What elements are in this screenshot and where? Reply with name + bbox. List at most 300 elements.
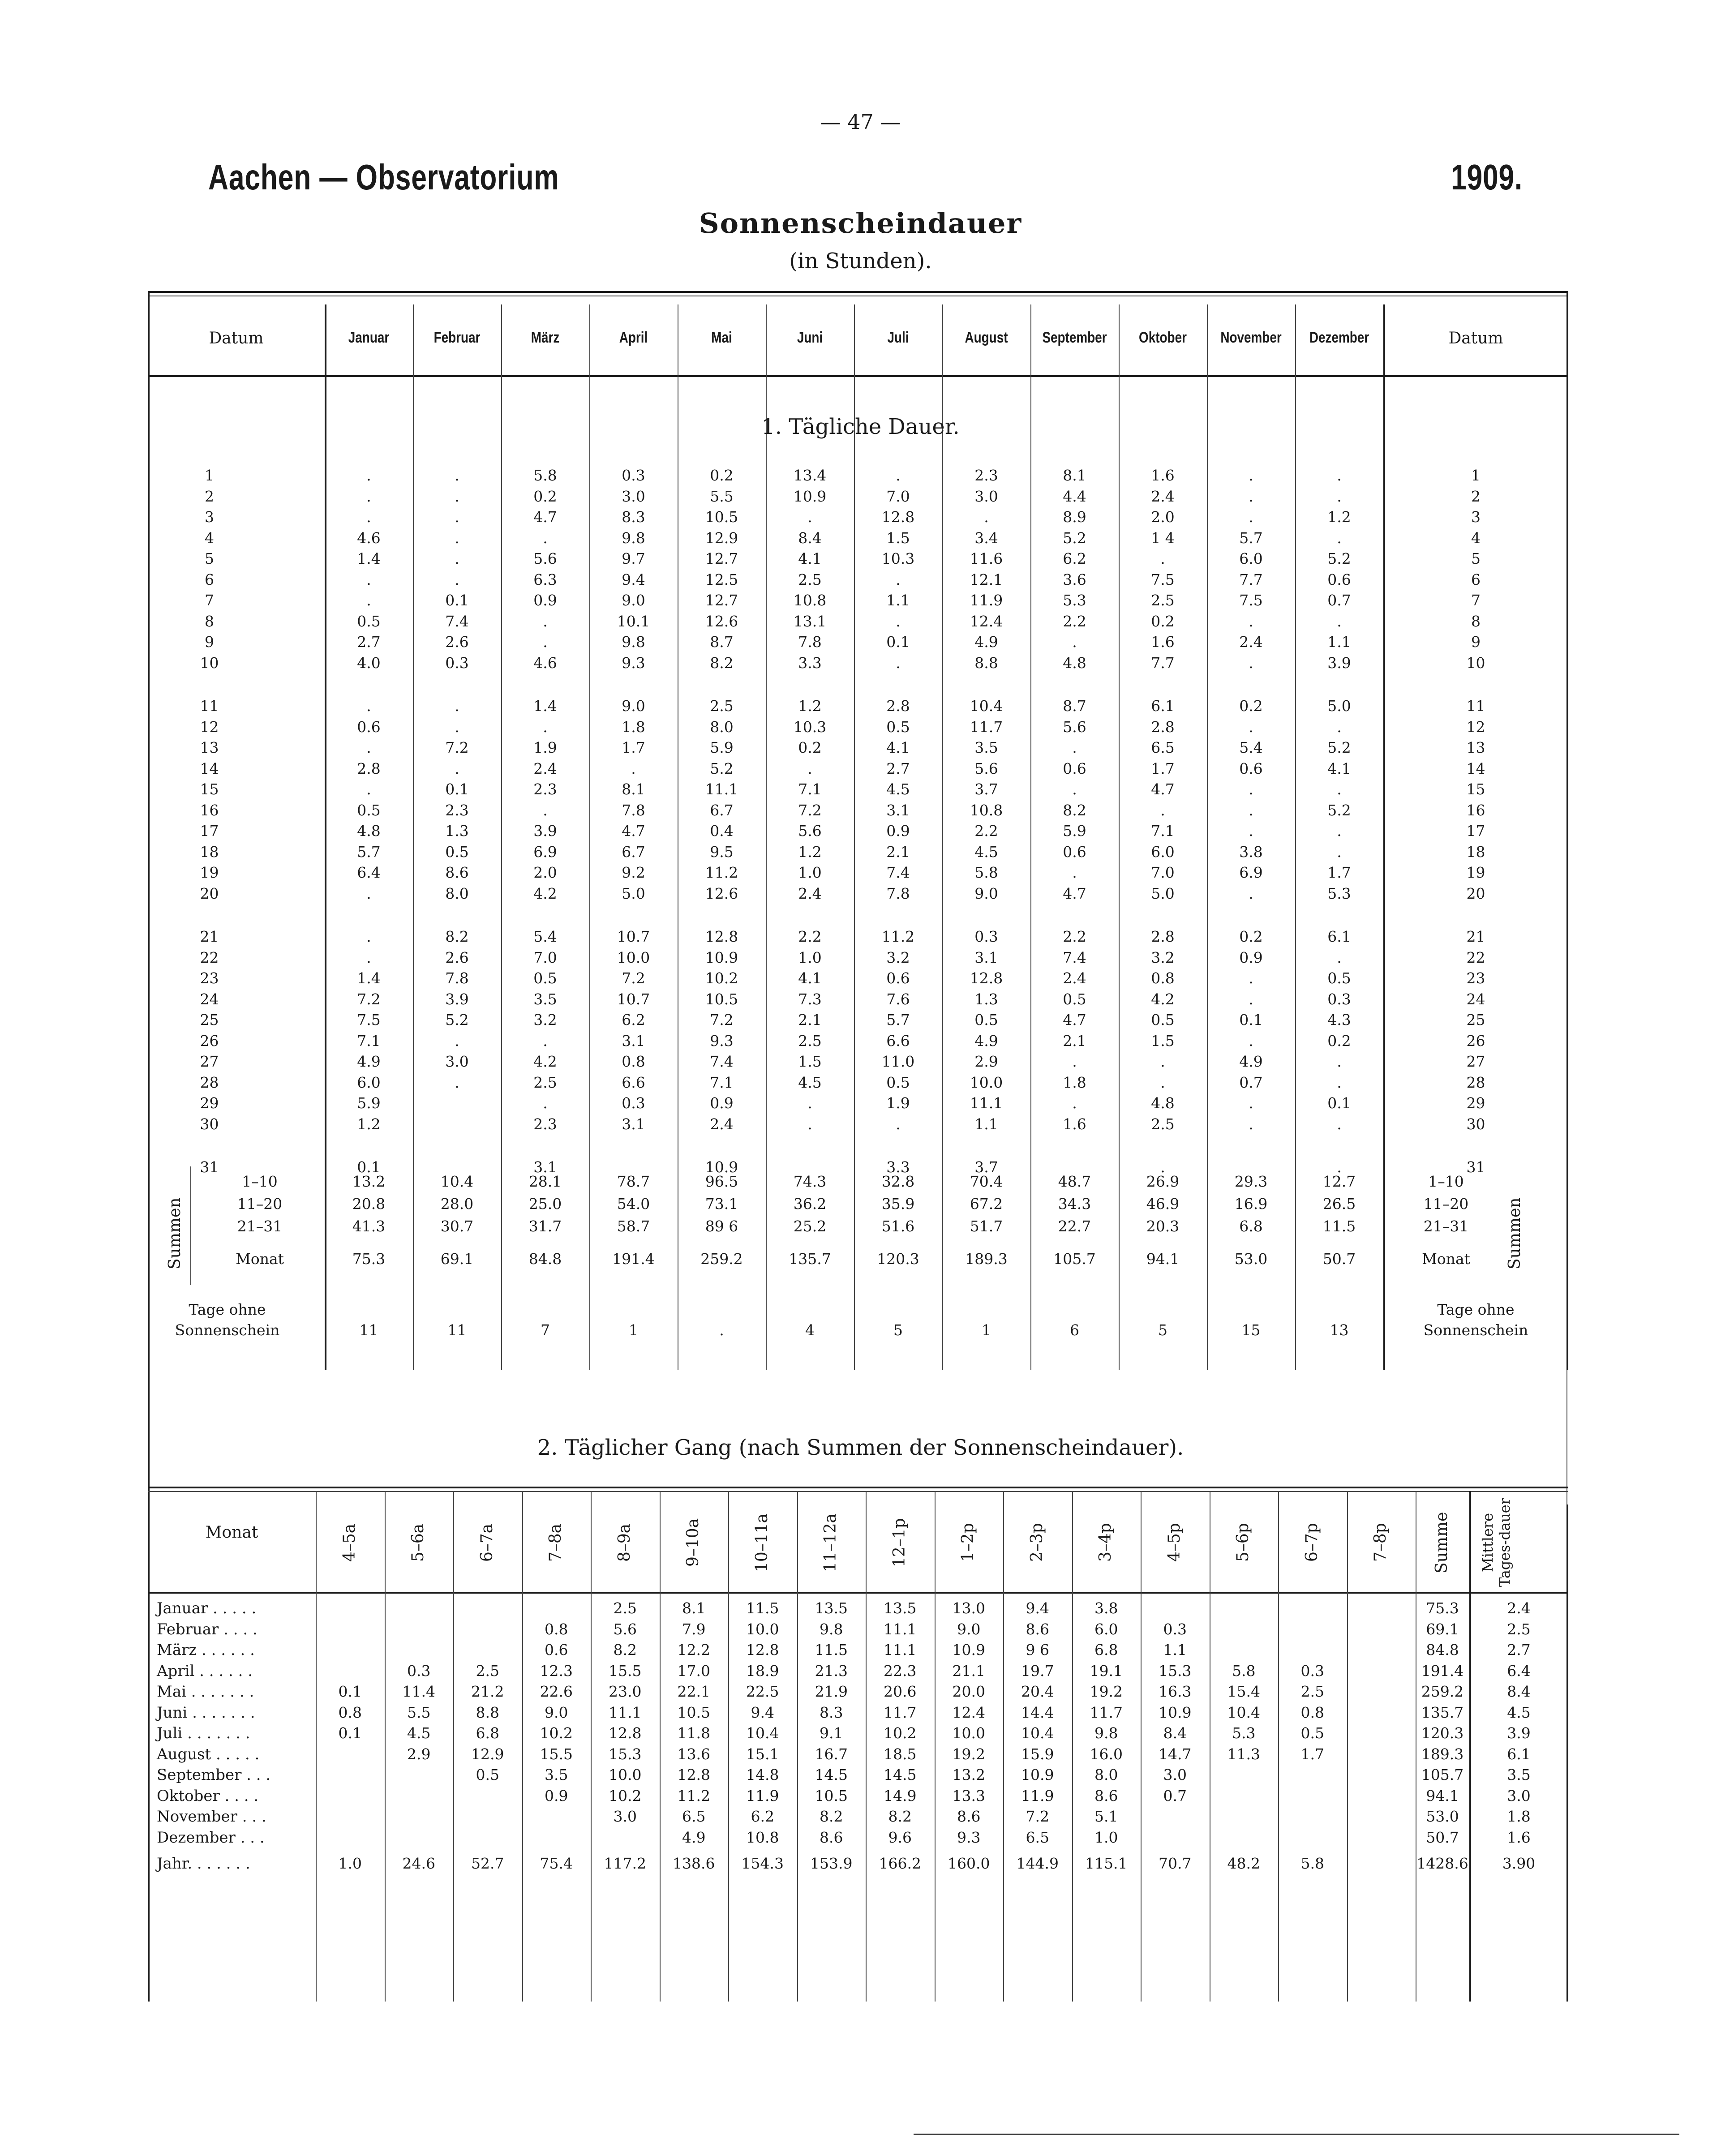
daily-value: . (1337, 612, 1342, 630)
hourly-value: 0.5 (476, 1766, 499, 1783)
daily-value: 9.8 (622, 529, 645, 547)
daily-value: 1.9 (886, 1094, 910, 1112)
hourly-value: 3.0 (1163, 1766, 1187, 1783)
daily-value: 6.6 (886, 1032, 910, 1050)
daily-value: 8.2 (445, 928, 469, 945)
daily-value: . (366, 508, 371, 526)
daily-value: 10.5 (705, 508, 738, 526)
daily-value: 0.2 (1151, 612, 1175, 630)
daily-value: . (1337, 529, 1342, 547)
hourly-value: 10.9 (1021, 1766, 1054, 1783)
daily-value: 6.0 (1239, 550, 1263, 567)
daily-value: 3.9 (533, 822, 557, 840)
daily-value: 6.7 (622, 843, 645, 861)
daily-value: 2.4 (798, 884, 822, 902)
hourly-value: 1.0 (338, 1855, 362, 1872)
hourly-value: 9.4 (751, 1703, 774, 1721)
daily-value: 0.5 (357, 612, 381, 630)
daily-value: 9.0 (974, 884, 998, 902)
hourly-value: 10.0 (952, 1724, 985, 1742)
sum-value: 48.7 (1058, 1173, 1091, 1190)
daily-value: 11.7 (970, 718, 1003, 736)
daily-value: 10.2 (705, 969, 738, 987)
page-bottom-rule (914, 2134, 1679, 2135)
hourly-value: 6.2 (751, 1808, 774, 1825)
hourly-value: 0.3 (407, 1662, 431, 1680)
day-number-right: 2 (1471, 487, 1481, 505)
daily-value: 5.4 (1239, 739, 1263, 756)
hourly-value: 14.7 (1159, 1745, 1192, 1763)
sum-row-label: 1–10 (242, 1173, 278, 1190)
no-sun-value: 1 (629, 1321, 638, 1339)
hourly-value: 8.1 (682, 1599, 706, 1617)
hourly-value: 13.5 (815, 1599, 848, 1617)
hourly-mean: 3.9 (1507, 1724, 1531, 1742)
no-sun-value: 13 (1330, 1321, 1349, 1339)
day-number: 8 (205, 612, 214, 630)
daily-value: 6.0 (357, 1073, 381, 1091)
month-row-label: Februar . . . . (157, 1620, 258, 1638)
daily-value: . (366, 697, 371, 715)
daily-value: 5.8 (974, 864, 998, 881)
daily-value: 10.9 (793, 487, 827, 505)
hourly-value: 22.3 (884, 1662, 917, 1680)
summen-label: Summen (166, 1197, 184, 1270)
daily-value: 1.8 (622, 718, 645, 736)
hourly-sum: 84.8 (1426, 1641, 1459, 1659)
daily-value: 1.2 (357, 1115, 381, 1133)
daily-value: . (366, 739, 371, 756)
daily-value: 6.6 (622, 1073, 645, 1091)
day-number: 21 (200, 928, 219, 945)
hourly-value: 48.2 (1227, 1855, 1260, 1872)
daily-value: 12.9 (705, 529, 738, 547)
daily-value: 0.1 (445, 780, 469, 798)
daily-value: . (1337, 467, 1342, 484)
daily-value: 5.6 (798, 822, 822, 840)
section-title-daily: 1. Tägliche Dauer. (761, 414, 960, 439)
daily-value: 1.7 (1327, 864, 1351, 881)
day-number: 28 (200, 1073, 219, 1091)
daily-value: 7.1 (357, 1032, 381, 1050)
daily-value: 8.0 (445, 884, 469, 902)
page-title: Sonnenscheindauer (699, 207, 1022, 240)
daily-value: 2.2 (974, 822, 998, 840)
daily-value: 0.1 (1327, 1094, 1351, 1112)
day-number: 12 (200, 718, 219, 736)
no-sun-label: Tage ohne (189, 1301, 266, 1318)
hourly-value: 15.3 (609, 1745, 642, 1763)
daily-value: 0.9 (886, 822, 910, 840)
daily-value: . (1337, 822, 1342, 840)
hourly-value: 0.8 (1300, 1703, 1324, 1721)
day-number: 10 (200, 654, 219, 672)
hourly-value: 5.8 (1300, 1855, 1324, 1872)
daily-value: 12.1 (970, 570, 1003, 588)
sum-row-label-right: 1–10 (1428, 1173, 1464, 1190)
daily-value: 5.2 (445, 1011, 469, 1029)
sum-value: 53.0 (1234, 1250, 1268, 1268)
daily-value: . (1249, 508, 1253, 526)
day-number-right: 14 (1466, 759, 1485, 777)
hourly-value: 6.0 (1094, 1620, 1118, 1638)
hourly-value: 0.3 (1163, 1620, 1187, 1638)
day-number-right: 23 (1466, 969, 1485, 987)
day-number-right: 4 (1471, 529, 1481, 547)
daily-value: 10.4 (970, 697, 1003, 715)
hourly-value: 6.8 (1094, 1641, 1118, 1659)
hourly-value: 10.0 (609, 1766, 642, 1783)
hourly-value: 7.9 (682, 1620, 706, 1638)
station-header: Aachen — Observatorium (208, 157, 559, 197)
day-number-right: 3 (1471, 508, 1481, 526)
daily-value: . (1249, 780, 1253, 798)
hourly-value: 19.2 (952, 1745, 985, 1763)
daily-value: . (1249, 718, 1253, 736)
daily-value: 1.8 (1063, 1073, 1086, 1091)
day-number-right: 15 (1466, 780, 1485, 798)
no-sun-label: Sonnenschein (175, 1321, 280, 1339)
daily-value: 2.7 (357, 633, 381, 651)
hourly-value: 13.3 (952, 1787, 985, 1805)
day-number: 3 (205, 508, 214, 526)
daily-value: 2.4 (1063, 969, 1086, 987)
daily-value: 7.4 (886, 864, 910, 881)
daily-value: . (366, 487, 371, 505)
hourly-value: 5.1 (1094, 1808, 1118, 1825)
hourly-value: 166.2 (879, 1855, 921, 1872)
daily-value: 7.2 (798, 801, 822, 819)
hourly-value: 0.3 (1300, 1662, 1324, 1680)
hourly-value: 4.9 (682, 1828, 706, 1846)
daily-value: 6.7 (710, 801, 734, 819)
month-row-label: April . . . . . . (157, 1662, 253, 1680)
day-number: 20 (200, 884, 219, 902)
daily-value: 10.8 (970, 801, 1003, 819)
daily-value: . (1072, 1094, 1077, 1112)
daily-value: . (1337, 843, 1342, 861)
daily-value: 0.1 (357, 1158, 381, 1176)
daily-value: 7.1 (710, 1073, 734, 1091)
hourly-value: 154.3 (741, 1855, 784, 1872)
page-subtitle: (in Stunden). (789, 249, 932, 274)
sum-value: 70.4 (970, 1173, 1003, 1190)
sum-value: 58.7 (617, 1217, 650, 1235)
day-number-right: 7 (1471, 592, 1481, 609)
no-sun-value: 5 (1158, 1321, 1167, 1339)
daily-value: . (807, 1115, 812, 1133)
daily-value: . (1249, 1115, 1253, 1133)
daily-value: 2.6 (445, 633, 469, 651)
hour-column-header: 8–9a (615, 1523, 634, 1562)
hourly-value: 20.0 (952, 1683, 985, 1700)
hourly-value: 11.1 (609, 1703, 642, 1721)
daily-value: 3.9 (1327, 654, 1351, 672)
day-number: 29 (200, 1094, 219, 1112)
hourly-value: 17.0 (677, 1662, 710, 1680)
sum-value: 29.3 (1234, 1173, 1268, 1190)
hourly-value: 13.5 (884, 1599, 917, 1617)
hour-column-header: 2–3p (1027, 1523, 1046, 1562)
daily-value: 13.1 (793, 612, 827, 630)
hourly-value: 12.8 (609, 1724, 642, 1742)
daily-value: 1.5 (1151, 1032, 1175, 1050)
hourly-sum: 50.7 (1426, 1828, 1459, 1846)
month-row-label: September . . . (157, 1766, 271, 1784)
hour-column-header: 12–1p (890, 1518, 909, 1567)
sum-value: 26.9 (1146, 1173, 1180, 1190)
daily-value: . (1337, 1073, 1342, 1091)
hourly-value: 7.2 (1026, 1808, 1049, 1825)
hourly-value: 14.4 (1021, 1703, 1054, 1721)
daily-value: 0.3 (622, 467, 645, 484)
hour-column-header: 7–8a (546, 1523, 565, 1562)
rule-horizontal (148, 1487, 1568, 1488)
daily-value: . (455, 759, 459, 777)
day-number-right: 16 (1466, 801, 1485, 819)
hour-column-header: 5–6p (1234, 1523, 1253, 1562)
hour-column-header: 11–12a (821, 1513, 840, 1572)
daily-value: 0.2 (798, 739, 822, 756)
daily-value: 5.6 (1063, 718, 1086, 736)
daily-value: 3.1 (886, 801, 910, 819)
day-number-right: 8 (1471, 612, 1481, 630)
daily-value: . (1160, 1073, 1165, 1091)
daily-value: 8.1 (622, 780, 645, 798)
daily-value: 11.2 (881, 928, 915, 945)
sum-value: 30.7 (440, 1217, 474, 1235)
day-number-right: 26 (1466, 1032, 1485, 1050)
daily-value: 4.9 (1239, 1053, 1263, 1070)
daily-value: 10.9 (705, 948, 738, 966)
day-number: 24 (200, 990, 219, 1008)
daily-value: 3.8 (1239, 843, 1263, 861)
sum-value: 25.0 (528, 1195, 562, 1213)
hourly-value: 144.9 (1016, 1855, 1059, 1872)
daily-value: 5.3 (1327, 884, 1351, 902)
sum-value: 36.2 (793, 1195, 827, 1213)
hourly-value: 10.4 (1021, 1724, 1054, 1742)
daily-value: 1.3 (445, 822, 469, 840)
day-number-right: 10 (1466, 654, 1485, 672)
hourly-value: 1.1 (1163, 1641, 1187, 1659)
daily-value: 2.0 (1151, 508, 1175, 526)
hourly-value: 52.7 (471, 1855, 504, 1872)
daily-value: 5.2 (1327, 550, 1351, 567)
daily-value: . (1072, 864, 1077, 881)
daily-value: 4.8 (1063, 654, 1086, 672)
daily-value: 0.3 (622, 1094, 645, 1112)
hourly-value: 1.7 (1300, 1745, 1324, 1763)
daily-value: 4.1 (798, 969, 822, 987)
sum-row-label: 21–31 (237, 1217, 283, 1235)
day-number-right: 29 (1466, 1094, 1485, 1112)
daily-value: 7.0 (886, 487, 910, 505)
hourly-value: 6.8 (476, 1724, 499, 1742)
sum-value: 89 6 (705, 1217, 738, 1235)
hourly-value: 0.6 (545, 1641, 568, 1659)
daily-value: 2.2 (1063, 612, 1086, 630)
daily-value: 7.0 (1151, 864, 1175, 881)
hourly-sum: 135.7 (1421, 1703, 1464, 1721)
daily-value: . (896, 612, 901, 630)
daily-value: 7.8 (445, 969, 469, 987)
hourly-value: 0.5 (1300, 1724, 1324, 1742)
daily-value: 0.5 (357, 801, 381, 819)
hourly-value: 14.5 (815, 1766, 848, 1783)
daily-value: 0.6 (1063, 843, 1086, 861)
daily-value: . (543, 612, 548, 630)
daily-value: 2.1 (1063, 1032, 1086, 1050)
hourly-value: 5.8 (1232, 1662, 1256, 1680)
daily-value: . (807, 508, 812, 526)
daily-value: 2.3 (974, 467, 998, 484)
daily-value: 0.3 (445, 654, 469, 672)
daily-value: . (896, 467, 901, 484)
year-header: 1909. (1451, 157, 1523, 197)
daily-value: 3.4 (974, 529, 998, 547)
sum-value: 11.5 (1322, 1217, 1356, 1235)
hourly-value: 11.4 (402, 1683, 435, 1700)
hourly-mean: 8.4 (1507, 1683, 1531, 1700)
hourly-value: 11.8 (677, 1724, 710, 1742)
hourly-sum: 53.0 (1426, 1808, 1459, 1825)
hourly-value: 13.2 (952, 1766, 985, 1783)
hourly-value: 19.7 (1021, 1662, 1054, 1680)
hourly-value: 15.5 (540, 1745, 573, 1763)
daily-value: 8.9 (1063, 508, 1086, 526)
sum-value: 191.4 (612, 1250, 655, 1268)
hourly-value: 14.5 (884, 1766, 917, 1783)
daily-value: 2.4 (533, 759, 557, 777)
daily-value: 9.3 (710, 1032, 734, 1050)
daily-value: 9.2 (622, 864, 645, 881)
day-number: 4 (205, 529, 214, 547)
hourly-value: 18.9 (746, 1662, 779, 1680)
hourly-value: 153.9 (810, 1855, 853, 1872)
daily-value: . (1160, 550, 1165, 567)
daily-value: . (1337, 487, 1342, 505)
daily-value: 0.5 (533, 969, 557, 987)
daily-value: 6.1 (1151, 697, 1175, 715)
daily-value: . (366, 592, 371, 609)
daily-value: . (896, 654, 901, 672)
no-sun-label-right: Tage ohne (1437, 1301, 1515, 1318)
hourly-value: 15.3 (1159, 1662, 1192, 1680)
sum-value: 50.7 (1322, 1250, 1356, 1268)
month-header-april: April (619, 329, 648, 346)
daily-value: 3.9 (445, 990, 469, 1008)
hourly-value: 12.8 (746, 1641, 779, 1659)
sum-value: 67.2 (970, 1195, 1003, 1213)
daily-value: 10.3 (881, 550, 915, 567)
daily-value: 0.9 (710, 1094, 734, 1112)
daily-value: 1.7 (1151, 759, 1175, 777)
day-number: 18 (200, 843, 219, 861)
sum-value: 35.9 (881, 1195, 915, 1213)
daily-value: 1.2 (1327, 508, 1351, 526)
day-number-right: 5 (1471, 550, 1481, 567)
hourly-value: 15.9 (1021, 1745, 1054, 1763)
day-number: 31 (200, 1158, 219, 1176)
daily-value: 7.5 (1239, 592, 1263, 609)
hourly-value: 2.9 (407, 1745, 431, 1763)
day-number-right: 22 (1466, 948, 1485, 966)
month-row-label: Oktober . . . . (157, 1787, 259, 1805)
daily-value: 7.3 (798, 990, 822, 1008)
daily-value: 12.8 (970, 969, 1003, 987)
daily-value: 1.3 (974, 990, 998, 1008)
hourly-value: 14.8 (746, 1766, 779, 1783)
daily-value: . (1337, 780, 1342, 798)
daily-value: 7.4 (445, 612, 469, 630)
hourly-value: 3.5 (545, 1766, 568, 1783)
daily-value: 0.2 (1239, 928, 1263, 945)
month-header-august: August (965, 329, 1008, 346)
daily-value: 11.1 (970, 1094, 1003, 1112)
hourly-value: 14.9 (884, 1787, 917, 1805)
daily-value: 2.5 (533, 1073, 557, 1091)
day-number: 11 (200, 697, 219, 715)
hourly-value: 22.5 (746, 1683, 779, 1700)
daily-value: 0.1 (886, 633, 910, 651)
hourly-value: 11.5 (815, 1641, 848, 1659)
hourly-value: 0.8 (545, 1620, 568, 1638)
sum-value: 84.8 (528, 1250, 562, 1268)
hourly-sum: 69.1 (1426, 1620, 1459, 1638)
daily-value: 0.8 (622, 1053, 645, 1070)
daily-value: 5.6 (974, 759, 998, 777)
hourly-mean: 1.6 (1507, 1828, 1531, 1846)
sum-value: 31.7 (528, 1217, 562, 1235)
daily-value: . (366, 780, 371, 798)
daily-value: 9.4 (622, 570, 645, 588)
daily-value: 2.4 (1151, 487, 1175, 505)
daily-value: 0.9 (533, 592, 557, 609)
hour-column-header: 5–6a (409, 1523, 428, 1562)
hourly-sum: 259.2 (1421, 1683, 1464, 1700)
day-number-right: 13 (1466, 739, 1485, 756)
daily-value: 12.7 (705, 550, 738, 567)
daily-value: 12.4 (970, 612, 1003, 630)
daily-value: 0.6 (886, 969, 910, 987)
daily-value: 12.5 (705, 570, 738, 588)
daily-value: 3.1 (622, 1115, 645, 1133)
hourly-value: 21.1 (952, 1662, 985, 1680)
daily-value: . (455, 529, 459, 547)
daily-value: 3.3 (886, 1158, 910, 1176)
daily-value: 2.4 (1239, 633, 1263, 651)
hourly-value: 3.0 (613, 1808, 637, 1825)
hourly-value: 0.1 (338, 1683, 362, 1700)
hourly-sum: 94.1 (1426, 1787, 1459, 1805)
hourly-value: 21.2 (471, 1683, 504, 1700)
hourly-value: 22.1 (677, 1683, 710, 1700)
no-sun-value: 4 (805, 1321, 815, 1339)
sum-value: 69.1 (440, 1250, 474, 1268)
daily-value: 13.4 (793, 467, 827, 484)
daily-value: 4.7 (1063, 884, 1086, 902)
sum-row-label-right: Monat (1422, 1250, 1470, 1268)
month-header-oktober: Oktober (1139, 329, 1187, 346)
daily-value: . (896, 1115, 901, 1133)
hourly-value: 8.4 (1163, 1724, 1187, 1742)
sum-value: 189.3 (965, 1250, 1008, 1268)
page-number: — 47 — (820, 110, 901, 134)
daily-value: 12.6 (705, 884, 738, 902)
hourly-mean: 3.90 (1502, 1855, 1536, 1872)
hourly-value: 20.6 (884, 1683, 917, 1700)
